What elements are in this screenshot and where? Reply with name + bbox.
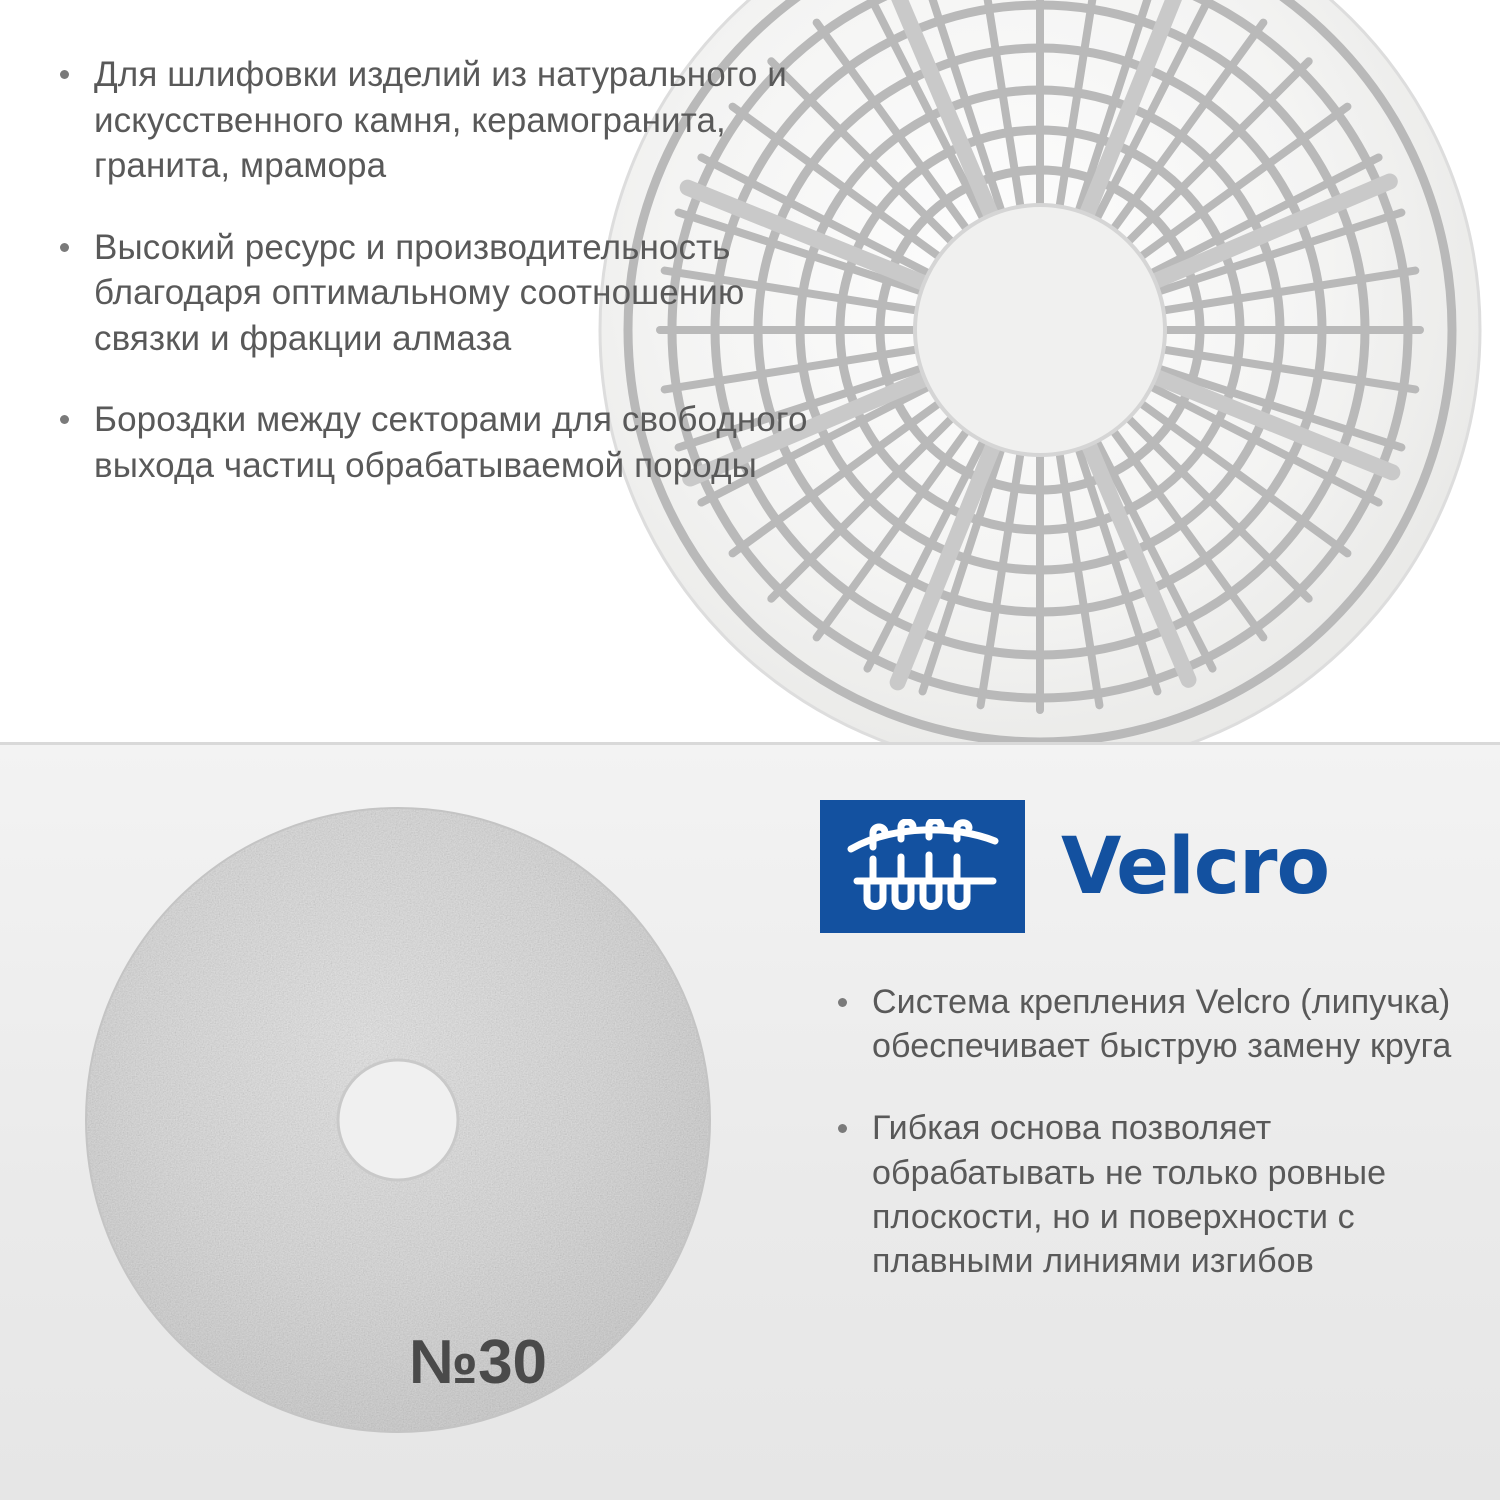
bottom-bullet-list	[830, 980, 1480, 1283]
grit-label: №30	[408, 1328, 548, 1397]
bottom-right-text-area	[820, 745, 1480, 1500]
list-item: Гибкая основа позволяет обрабатывать не только ровные плоскости, но и поверхности с плавными линиями изгибов	[830, 1106, 1480, 1283]
velcro-brand-name: Velcro	[1061, 821, 1330, 912]
top-feature-text	[52, 52, 812, 488]
list-item: Для шлифовки изделий из натурального и искусственного камня, керамогранита, гранита, мрамора	[52, 52, 812, 189]
velcro-brand	[820, 800, 1329, 933]
velcro-hooks-logo-icon	[820, 800, 1025, 933]
list-item: Бороздки между секторами для свободного выхода частиц обрабатываемой породы	[52, 397, 812, 488]
bottom-feature-text	[830, 980, 1480, 1321]
top-panel	[0, 0, 1500, 742]
top-bullet-list	[52, 52, 812, 488]
bottom-left-image-area	[0, 745, 790, 1500]
bottom-panel	[0, 745, 1500, 1500]
velcro-backing-pad-image	[78, 790, 718, 1450]
list-item: Система крепления Velcro (липучка) обеспечивает быструю замену круга	[830, 980, 1480, 1068]
list-item: Высокий ресурс и производительность благодаря оптимальному соотношению связки и фракции алмаза	[52, 225, 812, 362]
